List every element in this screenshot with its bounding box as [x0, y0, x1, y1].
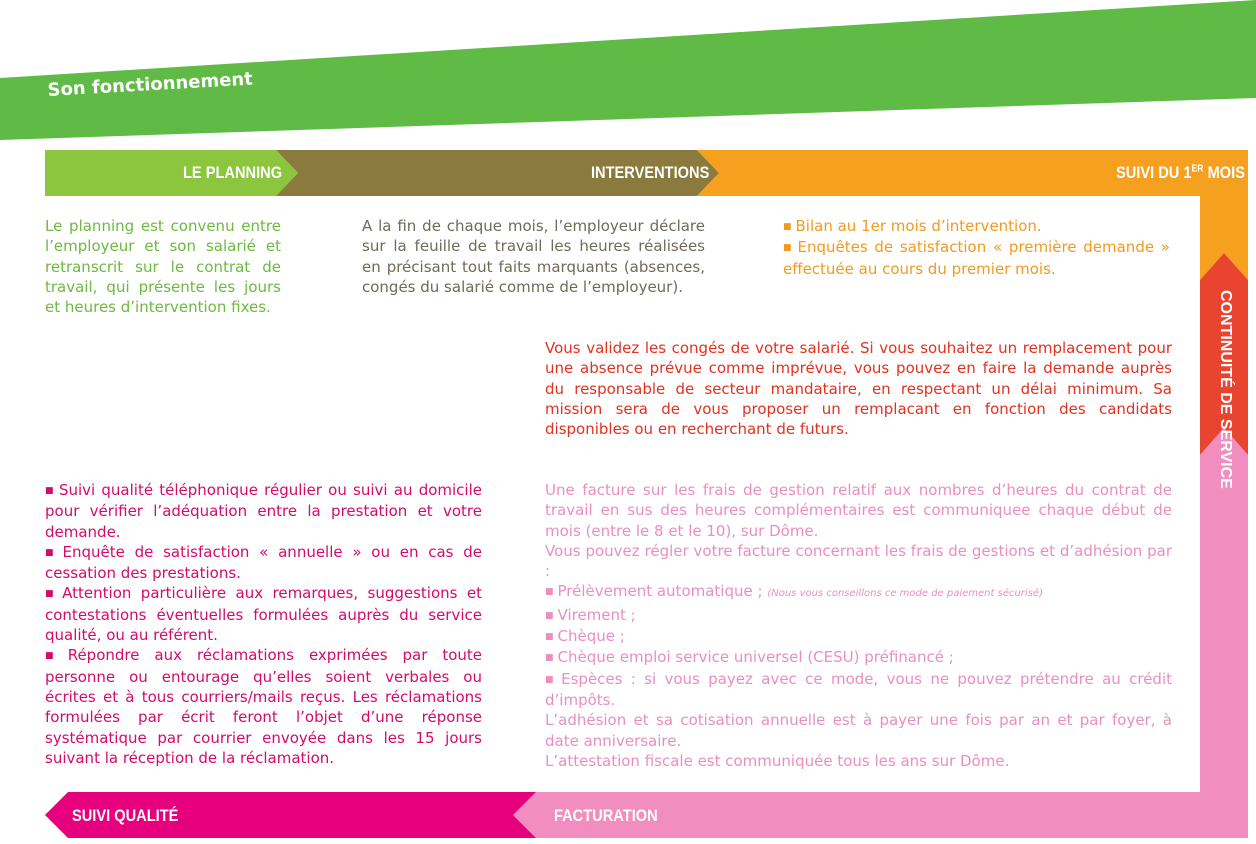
step-suivi-qualite-label: SUIVI QUALITÉ — [72, 806, 179, 825]
step-continuite-label: CONTINUITÉ DE SERVICE — [1217, 290, 1234, 489]
facturation-intro: Une facture sur les frais de gestion relatif aux nombres d’heures du contrat de travail en sus des heures complémentaires est communiquee chaque début de mois (entre le 8 et le 10), sur Dôme. — [545, 481, 1172, 540]
facturation-intro-2: Vous pouvez régler votre facture concernant les frais de gestions et d’adhésion par : — [545, 541, 1172, 581]
suivi-mois-item: ■ Enquêtes de satisfaction « première demande » effectuée au cours du premier mois. — [783, 238, 1170, 278]
qualite-text — [45, 480, 482, 768]
band-pink-right — [1200, 428, 1248, 838]
payment-item: ■ Prélèvement automatique ; (Nous vous conseillons ce mode de paiement sécurisé) — [545, 582, 1043, 601]
facturation-adhesion: L’adhésion et sa cotisation annuelle est à payer une fois par an et par foyer, à date anniversaire. — [545, 711, 1172, 750]
step-suivi-mois-label — [1116, 163, 1245, 183]
qualite-item: ■ Attention particulière aux remarques, suggestions et contestations éventuelles formulées auprès du service qualité, ou au référent. — [45, 584, 482, 645]
planning-text: Le planning est convenu entre l’employeur et son salarié et retranscrit sur le contrat de travail, qui présente les jours et heures d’intervention fixes. — [45, 217, 281, 317]
qualite-item: ■ Enquête de satisfaction « annuelle » ou en cas de cessation des prestations. — [45, 542, 482, 583]
facturation-attestation: L’attestation fiscale est communiquée tous les ans sur Dôme. — [545, 751, 1010, 770]
qualite-item: ■ Répondre aux réclamations exprimées par toute personne ou entourage qu’elles soient verbales ou écrites et à tous courriers/mails reçus. Les réclamations formulées par écrit feront l’objet d’une réponse systématique par courrier envoyée dans les 15 jours suivant la réception de la réclamation. — [45, 646, 482, 767]
section-title: Son fonctionnement — [47, 68, 254, 101]
continuite-text: Vous validez les congés de votre salarié. Si vous souhaitez un remplacement pour une absence prévue comme imprévue, vous pouvez en faire la demande auprès du responsable de secteur mandataire, en respectant un délai minimum. Sa mission sera de vous proposer un remplacant en fonction des candidats disponibles ou en recherchant de futurs. — [545, 339, 1172, 439]
interventions-text: A la fin de chaque mois, l’employeur déclare sur la feuille de travail les heures réalisées en précisant tout faits marquants (absences, congés du salarié comme de l’employeur). — [362, 217, 705, 296]
step-suivi-mois-pre: SUIVI DU 1 — [1116, 163, 1192, 182]
payment-item: ■ Espèces : si vous payez avec ce mode, vous ne pouvez prétendre au crédit d’impôts. — [545, 669, 1172, 709]
payment-item: ■ Virement ; — [545, 605, 636, 624]
step-suivi-mois-post: MOIS — [1203, 163, 1245, 182]
payment-item: ■ Chèque emploi service universel (CESU) préfinancé ; — [545, 648, 954, 667]
suivi-mois-item: ■ Bilan au 1er mois d’intervention. — [783, 217, 1042, 235]
step-interventions-label: INTERVENTIONS — [591, 163, 710, 182]
qualite-item: ■ Suivi qualité téléphonique régulier ou suivi au domicile pour vérifier l’adéquation entre la prestation et votre demande. — [45, 481, 482, 541]
suivi-mois-text — [783, 216, 1170, 279]
step-facturation-label: FACTURATION — [554, 806, 658, 825]
payment-note: (Nous vous conseillons ce mode de paiement sécurisé) — [767, 588, 1043, 600]
header-band — [0, 0, 1256, 140]
step-planning-label: LE PLANNING — [183, 163, 283, 182]
facturation-text — [545, 480, 1172, 771]
step-suivi-mois-sup: ER — [1191, 163, 1204, 175]
payment-item: ■ Chèque ; — [545, 627, 625, 646]
